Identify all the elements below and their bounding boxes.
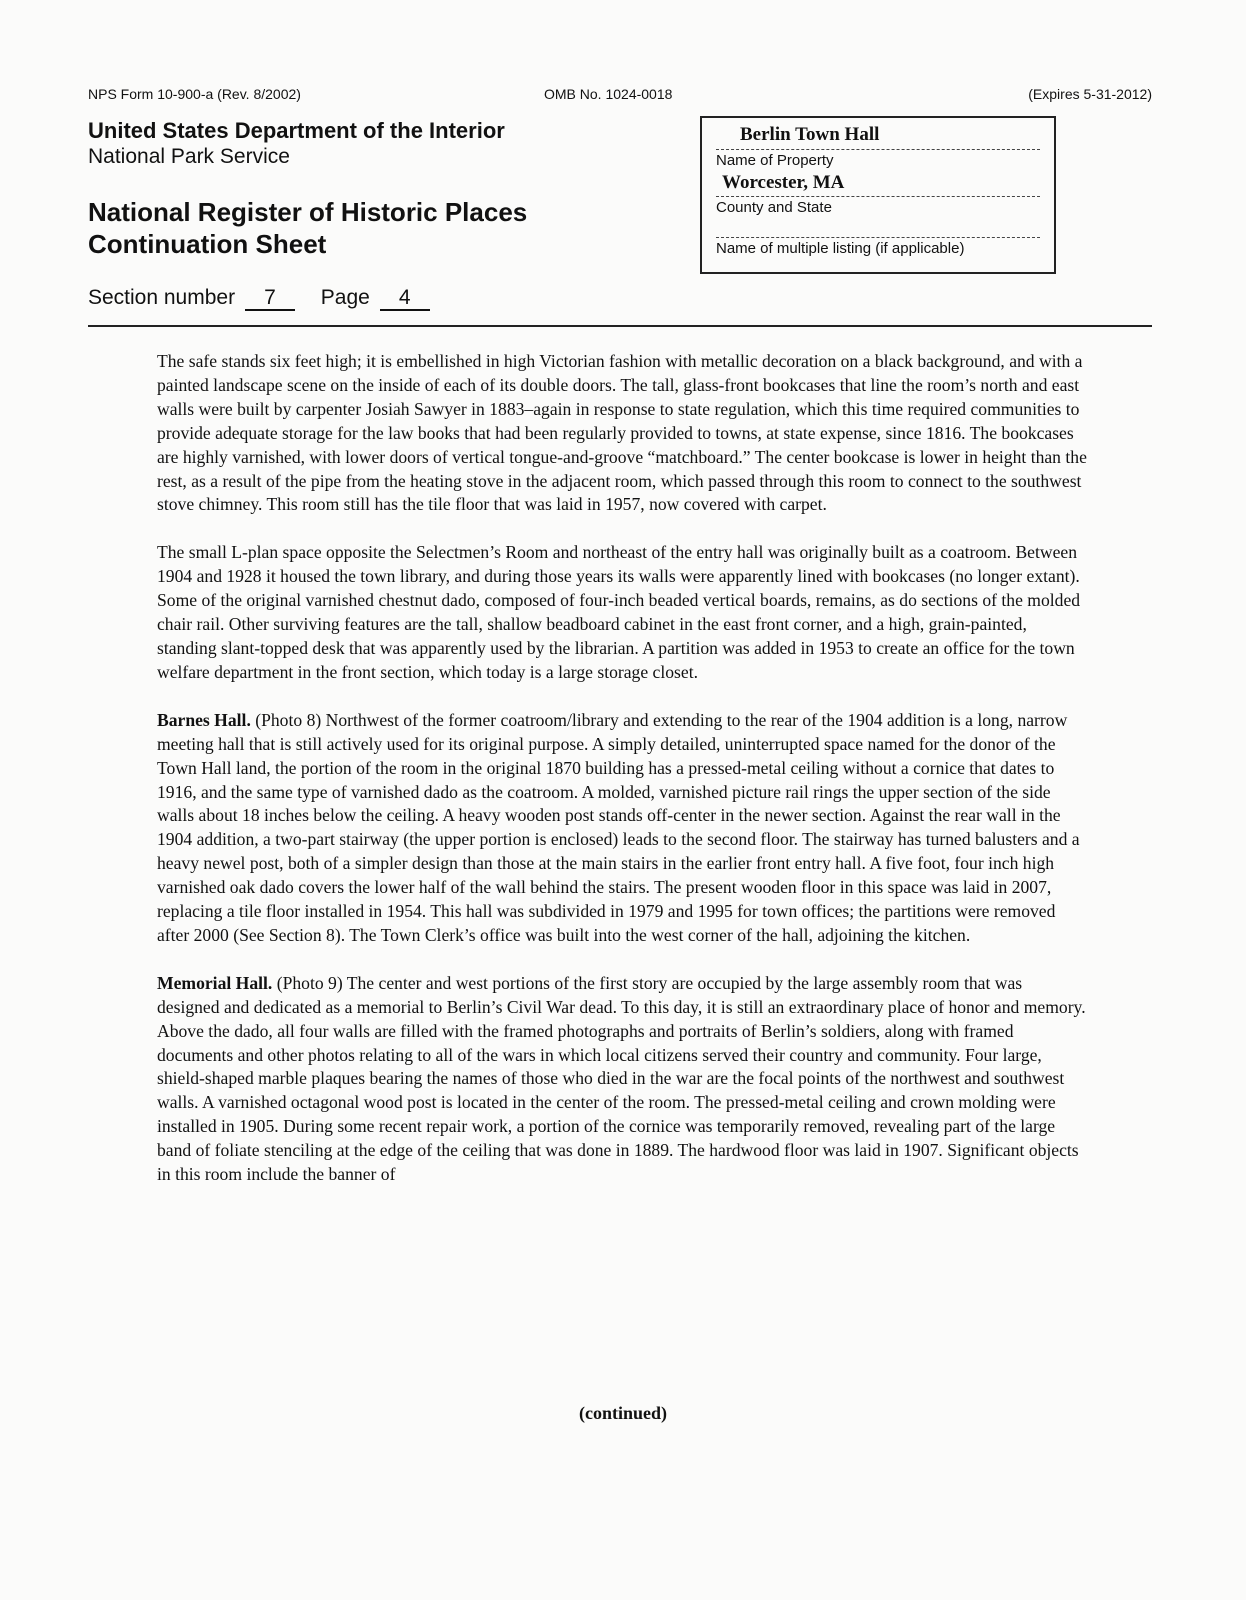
form-header-line [88, 86, 1152, 106]
page-label: Page [320, 286, 370, 309]
county-state-label: County and State [716, 199, 832, 216]
property-name-label: Name of Property [716, 152, 834, 169]
divider [716, 196, 1040, 197]
paragraph [157, 541, 1089, 684]
register-title-line1: National Register of Historic Places [88, 197, 528, 227]
section-number-value: 7 [245, 287, 295, 311]
paragraph [157, 972, 1089, 1187]
document-body [157, 350, 1089, 1211]
omb-number: OMB No. 1024-0018 [544, 86, 673, 102]
department-name: United States Department of the Interior [88, 118, 505, 143]
paragraph-lead: Memorial Hall. [157, 972, 273, 993]
register-title-line2: Continuation Sheet [88, 229, 327, 259]
paragraph-text: The small L-plan space opposite the Selectmen’s Room and northeast of the entry hall was originally built as a coatroom. Between 1904 and 1928 it housed the town library, and during those years its walls were apparently lined with bookcases (no longer extant). Some of the original varnished chestnut dado, composed of four-inch beaded vertical boards, remains, as do sections of the molded chair rail. Other surviving features are the tall, shallow beadboard cabinet in the east front corner, and a high, grain-painted, standing slant-topped desk that was apparently used by the librarian. A partition was added in 1953 to create an office for the town welfare department in the front section, which today is a large storage closet. [157, 542, 1081, 682]
register-title [88, 196, 527, 260]
continued-note: (continued) [578, 1403, 667, 1423]
section-page-line [88, 286, 430, 311]
county-state-value: Worcester, MA [722, 172, 845, 193]
paragraph-text: (Photo 9) The center and west portions of the first story are occupied by the large assembly room that was designed and dedicated as a memorial to Berlin’s Civil War dead. To this day, it is still an extraordinary place of honor and memory. Above the dado, all four walls are filled with the framed photographs and portraits of Berlin’s soldiers, along with framed documents and other photos relating to all of the wars in which local citizens served their country and community. Four large, shield-shaped marble plaques bearing the names of those who died in the war are the focal points of the northwest and southwest walls. A varnished octagonal wood post is located in the center of the room. The pressed-metal ceiling and crown molding were installed in 1905. During some recent repair work, a portion of the cornice was temporarily removed, revealing part of the large band of foliate stenciling at the edge of the ceiling that was done in 1889. The hardwood floor was laid in 1907. Significant objects in this room include the banner of [157, 972, 1086, 1185]
agency-block [88, 118, 505, 170]
section-label: Section number [88, 286, 236, 309]
paragraph-text: (Photo 8) Northwest of the former coatroom/library and extending to the rear of the 1904 addition is a long, narrow meeting hall that is still actively used for its original purpose. A simply detailed, uninterrupted space named for the donor of the Town Hall land, the portion of the room in the original 1870 building has a pressed-metal ceiling without a cornice that dates to 1916, and the same type of varnished dado as the coatroom. A molded, varnished picture rail rings the upper section of the side walls about 18 inches below the ceiling. A heavy wooden post stands off-center in the newer section. Against the rear wall in the 1904 addition, a two-part stairway (the upper portion is enclosed) leads to the second floor. The stairway has turned balusters and a heavy newel post, both of a simpler design than those at the main stairs in the earlier front entry hall. A five foot, four inch high varnished oak dado covers the lower half of the wall behind the stairs. The present wooden floor in this space was laid in 2007, replacing a tile floor installed in 1954. This hall was subdivided in 1979 and 1995 for town offices; the partitions were removed after 2000 (See Section 8). The Town Clerk’s office was built into the west corner of the hall, adjoining the kitchen. [157, 709, 1080, 945]
paragraph-text: The safe stands six feet high; it is embellished in high Victorian fashion with metallic decoration on a black background, and with a painted landscape scene on the inside of each of its double doors. The tall, glass-front bookcases that line the room’s north and east walls were built by carpenter Josiah Sawyer in 1883–again in response to state regulation, which this time required communities to provide adequate storage for the law books that had been regularly provided to towns, at state expense, since 1816. The bookcases are highly varnished, with lower doors of vertical tongue-and-groove “matchboard.” The center bookcase is lower in height than the rest, as a result of the pipe from the heating stove in the adjacent room, which passed through this room to connect to the southwest stove chimney. This room still has the tile floor that was laid in 1957, now covered with carpet. [157, 351, 1087, 515]
service-name: National Park Service [88, 145, 290, 168]
multiple-listing-label: Name of multiple listing (if applicable) [716, 240, 965, 257]
paragraph [157, 709, 1089, 948]
expiration-date: (Expires 5-31-2012) [1028, 86, 1152, 102]
divider [716, 237, 1040, 238]
paragraph [157, 350, 1089, 517]
paragraph-lead: Barnes Hall. [157, 709, 251, 730]
property-info-box [700, 116, 1056, 274]
divider [716, 149, 1040, 150]
page-number-value: 4 [380, 287, 430, 311]
header-divider [88, 325, 1152, 327]
form-number: NPS Form 10-900-a (Rev. 8/2002) [88, 86, 301, 102]
property-name-value: Berlin Town Hall [740, 124, 880, 145]
